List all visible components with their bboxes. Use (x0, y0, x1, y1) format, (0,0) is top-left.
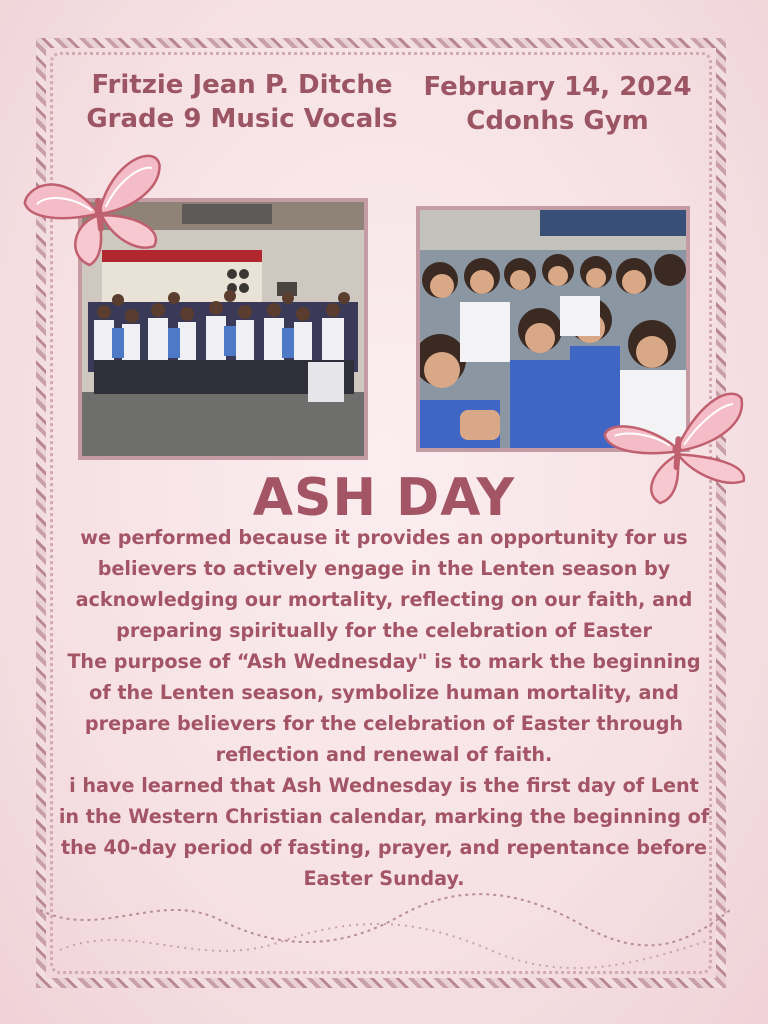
paragraph-learned: i have learned that Ash Wednesday is the first day of Lent in the Western Christian calendar, marking the beginning of the 40-day period of fasting, prayer, and repentance before Easter Sunday. (58, 774, 710, 890)
body-text (58, 522, 710, 894)
event-date: February 14, 2024 (423, 72, 692, 102)
header-left (62, 68, 422, 136)
butterfly-icon (594, 379, 756, 513)
author-name: Fritzie Jean P. Ditche (91, 70, 393, 100)
event-venue: Cdonhs Gym (466, 106, 649, 136)
header-right (410, 70, 705, 138)
vine-decoration (40, 880, 730, 980)
grade-subject: Grade 9 Music Vocals (86, 104, 398, 134)
page-title: ASH DAY (252, 468, 516, 528)
paragraph-performance: we performed because it provides an opportunity for us believers to actively engage in the Lenten season by acknowledging our mortality, reflecting on our faith, and preparing spiritually for the celebration of Easter (75, 526, 693, 642)
butterfly-icon (16, 144, 178, 277)
paragraph-purpose: The purpose of “Ash Wednesday" is to mark the beginning of the Lenten season, symbolize human mortality, and prepare believers for the celebration of Easter through reflection and renewal of faith. (67, 650, 701, 766)
